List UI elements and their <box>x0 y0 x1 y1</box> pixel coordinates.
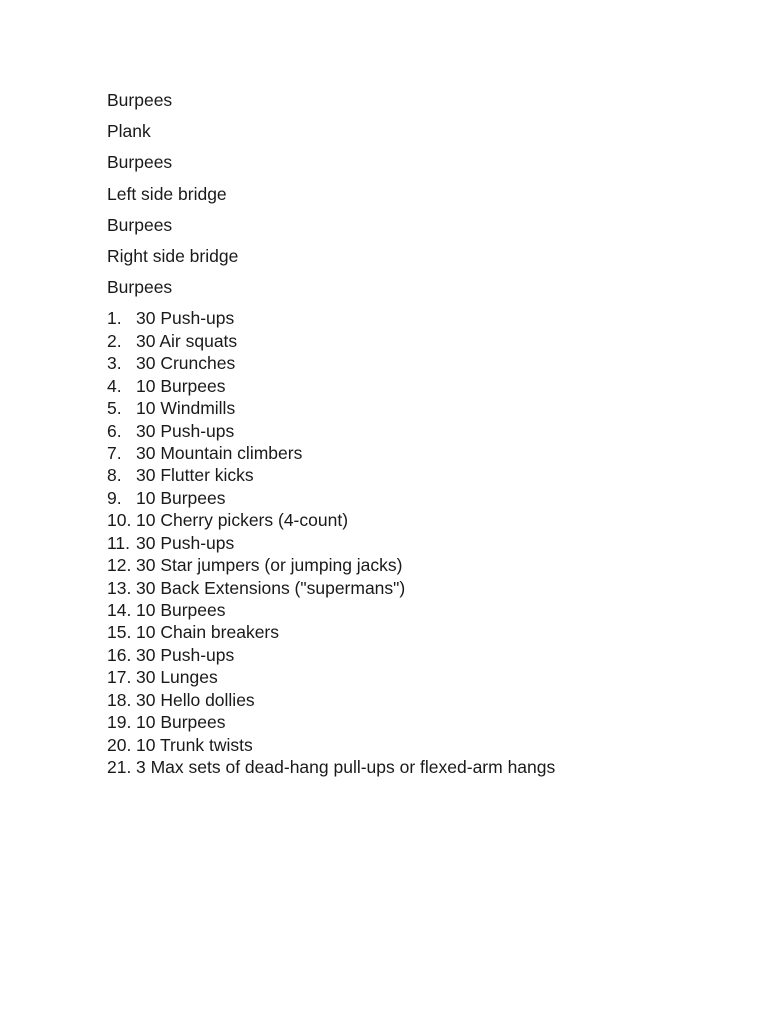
numbered-exercise-list <box>107 307 747 778</box>
paragraph-burpees-1: Burpees <box>107 90 173 110</box>
list-item <box>107 644 747 666</box>
list-item-number: 9. <box>107 487 122 508</box>
list-item-number: 2. <box>107 330 122 351</box>
list-item-number: 17. <box>107 667 132 688</box>
list-item-text: 10 Trunk twists <box>136 734 253 755</box>
list-item-number: 18. <box>107 689 132 710</box>
list-item-number: 6. <box>107 420 122 441</box>
list-item-text: 30 Star jumpers (or jumping jacks) <box>136 555 403 576</box>
list-item <box>107 307 747 329</box>
list-item <box>107 711 747 733</box>
list-item <box>107 577 747 599</box>
list-item-number: 8. <box>107 465 122 486</box>
list-item-text: 30 Lunges <box>136 667 218 688</box>
list-item-number: 14. <box>107 600 132 620</box>
list-item <box>107 397 747 419</box>
list-item <box>107 734 747 756</box>
list-item <box>107 330 747 352</box>
list-item <box>107 756 747 778</box>
list-item-text: 10 Windmills <box>136 398 236 419</box>
list-item-number: 5. <box>107 398 122 419</box>
list-item-number: 19. <box>107 712 132 733</box>
exercise-paragraphs <box>107 89 747 299</box>
list-item-text: 30 Push-ups <box>136 644 235 665</box>
list-item-text: 30 Push-ups <box>136 308 235 329</box>
list-item <box>107 509 747 531</box>
paragraph-burpees-4: Burpees <box>107 277 173 298</box>
list-item <box>107 599 747 621</box>
paragraph-burpees-2: Burpees <box>107 152 173 173</box>
list-item-text: 30 Air squats <box>136 330 238 351</box>
list-item-number: 3. <box>107 353 122 374</box>
list-item-number: 10. <box>107 510 132 531</box>
list-item-text: 3 Max sets of dead-hang pull-ups or flexed-arm hangs <box>136 757 556 778</box>
list-item <box>107 442 747 464</box>
list-item-number: 16. <box>107 644 132 665</box>
list-item <box>107 554 747 576</box>
list-item-text: 10 Burpees <box>136 487 226 508</box>
list-item-text: 30 Flutter kicks <box>136 465 254 486</box>
list-item-number: 20. <box>107 734 132 755</box>
paragraph-right-side-bridge: Right side bridge <box>107 245 239 266</box>
list-item <box>107 352 747 374</box>
list-item-text: 10 Chain breakers <box>136 622 279 643</box>
list-item-number: 1. <box>107 308 122 329</box>
document-body <box>107 89 747 779</box>
list-item-number: 15. <box>107 622 132 643</box>
list-item-number: 21. <box>107 757 132 778</box>
list-item-number: 12. <box>107 555 132 576</box>
list-item-text: 10 Burpees <box>136 600 226 620</box>
list-item <box>107 621 747 643</box>
list-item-text: 30 Hello dollies <box>136 689 255 710</box>
list-item-text: 30 Mountain climbers <box>136 442 303 463</box>
list-item-number: 7. <box>107 442 122 463</box>
list-item <box>107 532 747 554</box>
list-item-text: 10 Burpees <box>136 375 226 396</box>
list-item <box>107 487 747 509</box>
list-item-number: 4. <box>107 375 122 396</box>
paragraph-plank: Plank <box>107 121 151 142</box>
list-item-number: 13. <box>107 577 132 598</box>
list-item <box>107 666 747 688</box>
paragraph-left-side-bridge: Left side bridge <box>107 183 227 204</box>
list-item-text: 30 Push-ups <box>136 532 235 553</box>
list-item-text: 30 Back Extensions ("supermans") <box>136 577 406 598</box>
list-item-text: 10 Burpees <box>136 712 226 733</box>
list-item-text: 30 Crunches <box>136 353 236 374</box>
list-item-text: 10 Cherry pickers (4-count) <box>136 510 349 531</box>
list-item <box>107 689 747 711</box>
list-item <box>107 420 747 442</box>
list-item <box>107 464 747 486</box>
list-item-text: 30 Push-ups <box>136 420 235 441</box>
list-item-number: 11. <box>107 532 131 553</box>
paragraph-burpees-3: Burpees <box>107 214 173 235</box>
list-item <box>107 375 747 397</box>
